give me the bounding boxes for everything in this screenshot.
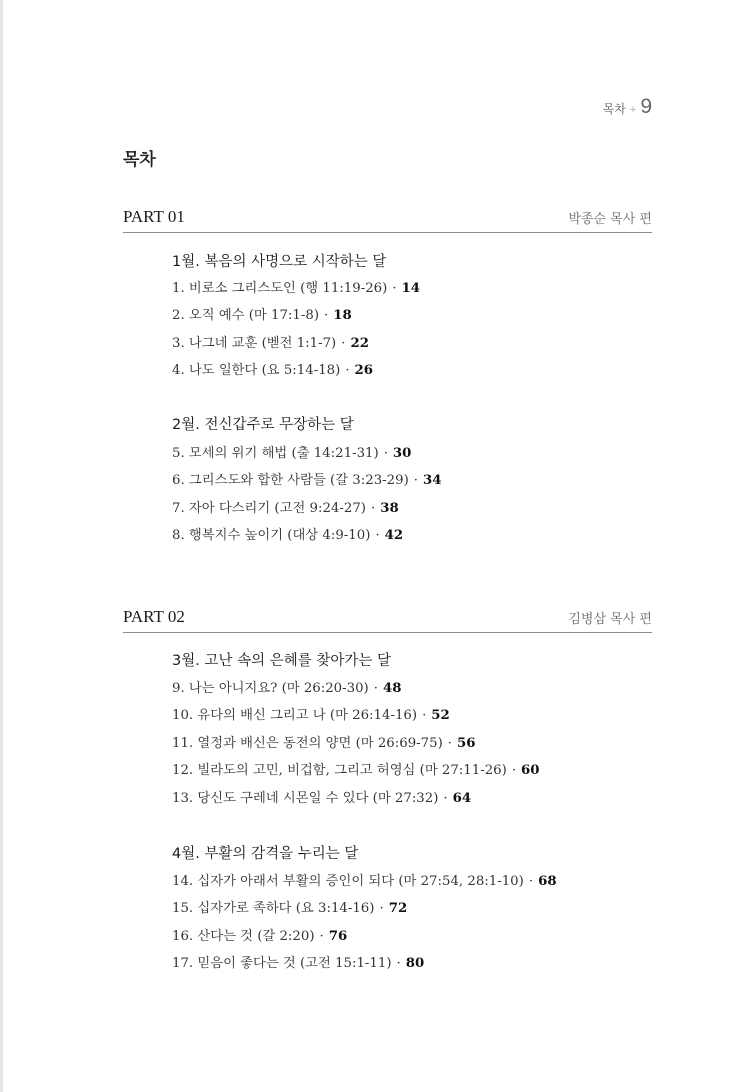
page-number: 9 xyxy=(640,95,652,118)
entry-text: 4. 나도 일한다 (요 5:14-18) xyxy=(172,363,341,378)
entry-text: 1. 비로소 그리스도인 (행 11:19-26) xyxy=(172,281,388,296)
toc-entry xyxy=(172,497,399,516)
toc-entry xyxy=(172,704,450,723)
part-heading xyxy=(123,206,652,233)
entry-dot: · xyxy=(379,901,384,916)
entry-text: 13. 당신도 구레네 시몬일 수 있다 (마 27:32) xyxy=(172,791,439,806)
entry-page: 64 xyxy=(452,791,472,806)
entry-dot: · xyxy=(447,736,452,751)
running-header xyxy=(603,95,652,119)
entry-dot: · xyxy=(392,281,397,296)
entry-dot: · xyxy=(371,501,376,516)
part-name: PART 02 xyxy=(123,607,185,626)
toc-entry xyxy=(172,359,373,378)
part-heading xyxy=(123,606,652,633)
toc-entry xyxy=(172,759,540,778)
entry-page: 30 xyxy=(392,446,412,461)
toc-entry xyxy=(172,469,442,488)
entry-dot: · xyxy=(383,446,388,461)
entry-text: 6. 그리스도와 합한 사람들 (갈 3:23-29) xyxy=(172,473,409,488)
header-separator: + xyxy=(629,104,637,116)
page-title: 목차 xyxy=(123,150,156,170)
toc-entry xyxy=(172,952,424,971)
entry-page: 18 xyxy=(333,308,352,323)
entry-page: 22 xyxy=(350,336,369,351)
entry-dot: · xyxy=(422,708,427,723)
part-author: 김병삼 목사 편 xyxy=(568,612,652,627)
entry-text: 9. 나는 아니지요? (마 26:20-30) xyxy=(172,681,369,696)
entry-text: 15. 십자가로 족하다 (요 3:14-16) xyxy=(172,901,375,916)
entry-text: 5. 모세의 위기 해법 (출 14:21-31) xyxy=(172,446,379,461)
month-heading: 2월. 전신갑주로 무장하는 달 xyxy=(172,417,354,433)
toc-entry xyxy=(172,277,420,296)
month-heading: 4월. 부활의 감격을 누리는 달 xyxy=(172,846,359,862)
entry-page: 52 xyxy=(431,708,450,723)
entry-dot: · xyxy=(341,336,346,351)
page-edge xyxy=(0,0,3,1092)
month-heading: 1월. 복음의 사명으로 시작하는 달 xyxy=(172,254,387,270)
entry-dot: · xyxy=(396,956,401,971)
entry-dot: · xyxy=(528,874,534,889)
toc-entry xyxy=(172,925,347,944)
part-name: PART 01 xyxy=(123,207,185,226)
entry-page: 76 xyxy=(328,929,348,944)
entry-dot: · xyxy=(324,308,329,323)
entry-page: 60 xyxy=(521,763,540,778)
entry-page: 72 xyxy=(388,901,408,916)
entry-dot: · xyxy=(511,763,517,778)
toc-entry xyxy=(172,677,402,696)
toc-entry xyxy=(172,524,403,543)
entry-page: 38 xyxy=(380,501,399,516)
month-heading: 3월. 고난 속의 은혜를 찾아가는 달 xyxy=(172,653,391,669)
entry-text: 11. 열정과 배신은 동전의 양면 (마 26:69-75) xyxy=(172,736,443,751)
part-author: 박종순 목사 편 xyxy=(568,212,652,227)
entry-dot: · xyxy=(413,473,418,488)
entry-page: 26 xyxy=(354,363,374,378)
entry-page: 14 xyxy=(401,281,421,296)
header-section: 목차 xyxy=(602,102,626,116)
entry-page: 48 xyxy=(382,681,402,696)
entry-dot: · xyxy=(373,681,378,696)
toc-entry xyxy=(172,442,411,461)
entry-dot: · xyxy=(345,363,350,378)
entry-text: 17. 믿음이 좋다는 것 (고전 15:1-11) xyxy=(172,956,392,971)
entry-page: 68 xyxy=(538,874,557,889)
toc-entry xyxy=(172,304,352,323)
entry-page: 56 xyxy=(457,736,476,751)
entry-text: 14. 십자가 아래서 부활의 증인이 되다 (마 27:54, 28:1-10) xyxy=(172,874,524,889)
toc-entry xyxy=(172,787,471,806)
entry-text: 8. 행복지수 높이기 (대상 4:9-10) xyxy=(172,528,371,543)
entry-text: 16. 산다는 것 (갈 2:20) xyxy=(172,929,315,944)
entry-text: 2. 오직 예수 (마 17:1-8) xyxy=(172,308,320,323)
toc-entry xyxy=(172,332,369,351)
entry-text: 3. 나그네 교훈 (벧전 1:1-7) xyxy=(172,336,337,351)
entry-dot: · xyxy=(319,929,324,944)
toc-entry xyxy=(172,732,476,751)
entry-text: 12. 빌라도의 고민, 비겁함, 그리고 허영심 (마 27:11-26) xyxy=(172,763,507,778)
toc-entry xyxy=(172,897,407,916)
entry-page: 34 xyxy=(423,473,442,488)
entry-dot: · xyxy=(443,791,448,806)
entry-dot: · xyxy=(375,528,380,543)
entry-text: 10. 유다의 배신 그리고 나 (마 26:14-16) xyxy=(172,708,418,723)
entry-page: 80 xyxy=(405,956,425,971)
entry-page: 42 xyxy=(384,528,404,543)
entry-text: 7. 자아 다스리기 (고전 9:24-27) xyxy=(172,501,366,516)
toc-entry xyxy=(172,870,557,889)
